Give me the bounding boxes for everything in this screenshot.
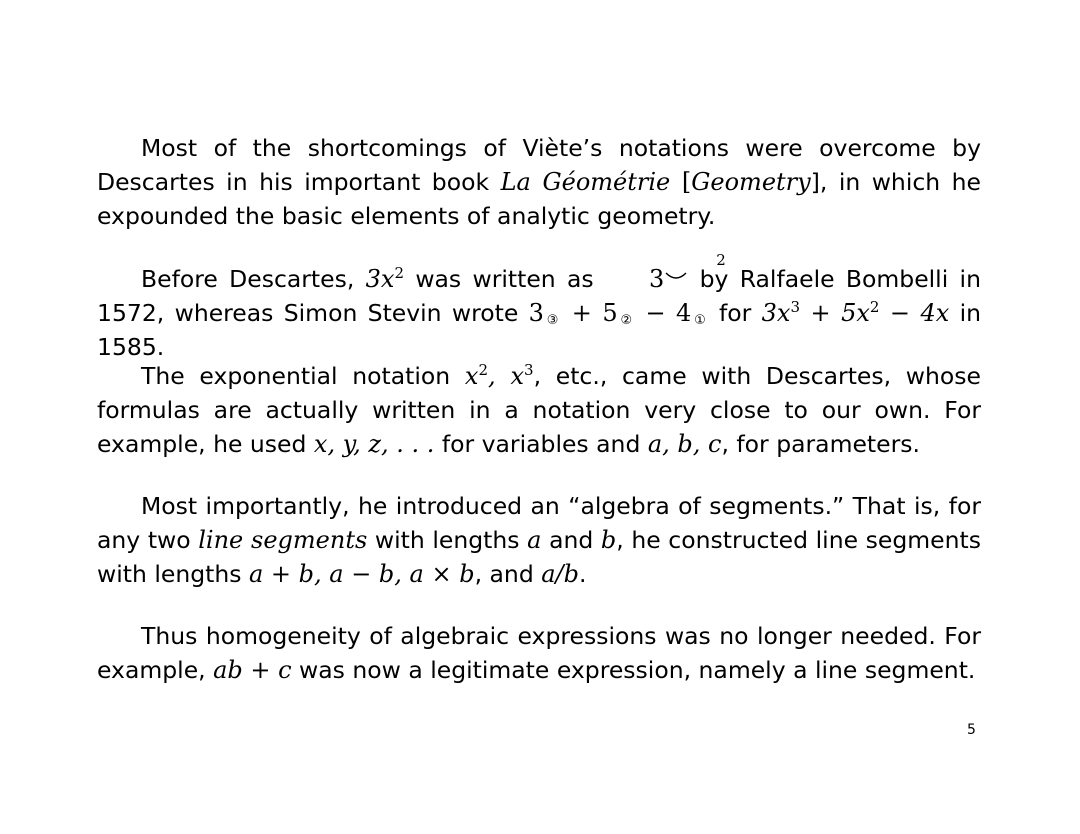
math-polynomial [762,299,950,327]
math-term: + 5x [800,299,870,327]
math-var: , x [488,362,525,390]
text-run: . [578,560,587,588]
text-run: Before Descartes, [141,265,366,293]
paragraph-exponential-notation [97,359,981,461]
math-variables: x, y, z, . . . [313,430,435,458]
text-run: Most of the shortcomings of Viète’s notations were overcome by Descartes in his important book [97,134,981,196]
text-run: for [708,299,762,327]
math-a-over-b: a/b [541,560,579,588]
text-run: ], in which he expounded the basic elements of analytic geometry. [97,168,982,230]
paragraph-before-descartes [97,251,982,364]
math-b: b [600,526,617,554]
stevin-term: + 5 [561,299,618,327]
stevin-circled-3: ③ [543,313,562,328]
text-run: in 1585. [97,299,982,361]
math-var: x [464,362,479,390]
text-run: by Ralfaele Bombelli in 1572, whereas Simon Stevin wrote [97,265,981,327]
stevin-circled-2: ② [617,313,635,328]
text-run: Most importantly, he introduced an “algebra of segments.” That is, for any two [97,492,981,554]
text-run: for variables and [434,430,648,458]
text-run: The exponential notation [141,362,465,390]
math-x-powers [465,362,534,390]
text-run: with lengths [367,526,528,554]
bombelli-arc [664,251,726,285]
math-exponent: 3 [524,361,534,379]
math-parameters: a, b, c [647,430,722,458]
stevin-notation [529,299,709,327]
math-exponent: 3 [790,298,800,316]
math-segment-ops: a + b, a − b, a × b [248,560,475,588]
math-ab-plus-c: ab + c [213,656,292,684]
bombelli-exponent: 2 [716,251,726,269]
math-term: 3x [761,299,791,327]
math-exponent: 2 [394,264,404,282]
stevin-coef: 3 [528,299,544,327]
math-a: a [527,526,542,554]
text-run: , for parameters. [721,430,920,458]
math-exponent: 2 [869,298,880,316]
stevin-term: − 4 [634,299,692,327]
paragraph-descartes-geometry [97,131,981,233]
math-term: − 4x [879,299,950,327]
math-exponent: 2 [478,361,488,379]
bracket-open: [ [670,168,692,196]
paragraph-homogeneity [97,619,981,687]
text-run: , and [474,560,542,588]
text-run: and [541,526,601,554]
emphasis-line-segments: line segments [198,526,368,554]
text-run: was now a legitimate expression, namely a line segment. [291,656,976,684]
math-3x-squared [366,265,404,293]
bombelli-notation [605,251,726,296]
book-title-french: La Géométrie [500,168,671,196]
text-run: , he constructed line segments with lengths [97,526,981,588]
text-run: Thus homogeneity of algebraic expressions was no longer needed. For example, [97,622,981,684]
stevin-circled-1: ① [691,313,709,328]
text-run: , etc., came with Descartes, whose formulas are actually written in a notation very close to our own. For example, he used [97,362,981,458]
paragraph-algebra-of-segments [97,489,981,591]
text-run: was written as [404,265,605,293]
math-base: 3x [365,265,395,293]
page-number: 5 [967,722,976,738]
bombelli-base: 3 [648,265,665,293]
book-title-english: Geometry [691,168,811,196]
